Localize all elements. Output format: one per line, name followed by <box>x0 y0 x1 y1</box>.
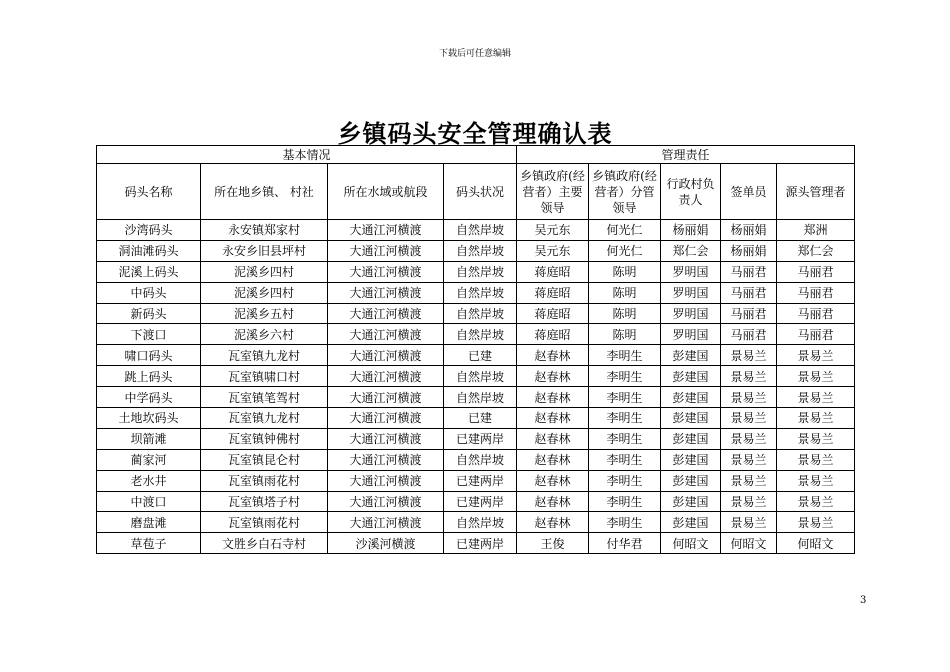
status-cell: 已建两岸 <box>444 470 517 491</box>
status-cell: 自然岸坡 <box>444 512 517 533</box>
status-cell: 自然岸坡 <box>444 282 517 303</box>
waterway-cell: 沙溪河横渡 <box>328 533 444 554</box>
township-village-cell: 瓦室镇啸口村 <box>201 366 328 387</box>
wharf-name-cell: 中渡口 <box>97 491 201 512</box>
column-source-manager: 源头管理者 <box>777 164 855 220</box>
main-leader-cell: 蒋庭昭 <box>517 303 589 324</box>
wharf-name-cell: 草苞子 <box>97 533 201 554</box>
main-leader-cell: 吴元东 <box>517 220 589 241</box>
signer-cell: 景易兰 <box>721 449 777 470</box>
deputy-leader-cell: 陈明 <box>589 324 661 345</box>
main-leader-cell: 赵春林 <box>517 345 589 366</box>
deputy-leader-cell: 李明生 <box>589 428 661 449</box>
status-cell: 自然岸坡 <box>444 303 517 324</box>
section-header-row <box>97 146 855 164</box>
column-wharf-name: 码头名称 <box>97 164 201 220</box>
table-row <box>97 512 855 533</box>
main-leader-cell: 赵春林 <box>517 470 589 491</box>
table-row <box>97 345 855 366</box>
source-manager-cell: 景易兰 <box>777 449 855 470</box>
wharf-name-cell: 磨盘滩 <box>97 512 201 533</box>
waterway-cell: 大通江河横渡 <box>328 345 444 366</box>
signer-cell: 杨丽娟 <box>721 220 777 241</box>
waterway-cell: 大通江河横渡 <box>328 220 444 241</box>
deputy-leader-cell: 李明生 <box>589 387 661 408</box>
signer-cell: 景易兰 <box>721 345 777 366</box>
source-manager-cell: 景易兰 <box>777 428 855 449</box>
township-village-cell: 瓦室镇九龙村 <box>201 408 328 429</box>
source-manager-cell: 何昭文 <box>777 533 855 554</box>
table-row <box>97 387 855 408</box>
township-village-cell: 瓦室镇笔驾村 <box>201 387 328 408</box>
table-row <box>97 449 855 470</box>
deputy-leader-cell: 陈明 <box>589 303 661 324</box>
status-cell: 自然岸坡 <box>444 240 517 261</box>
village-head-cell: 彭建国 <box>661 408 721 429</box>
status-cell: 已建两岸 <box>444 428 517 449</box>
main-leader-cell: 蒋庭昭 <box>517 261 589 282</box>
signer-cell: 马丽君 <box>721 261 777 282</box>
village-head-cell: 彭建国 <box>661 512 721 533</box>
township-village-cell: 泥溪乡四村 <box>201 282 328 303</box>
village-head-cell: 彭建国 <box>661 387 721 408</box>
village-head-cell: 彭建国 <box>661 449 721 470</box>
main-leader-cell: 赵春林 <box>517 512 589 533</box>
source-manager-cell: 郑洲 <box>777 220 855 241</box>
township-village-cell: 瓦室镇雨花村 <box>201 512 328 533</box>
signer-cell: 景易兰 <box>721 428 777 449</box>
signer-cell: 马丽君 <box>721 303 777 324</box>
village-head-cell: 彭建国 <box>661 491 721 512</box>
status-cell: 自然岸坡 <box>444 387 517 408</box>
township-village-cell: 永安镇郑家村 <box>201 220 328 241</box>
status-cell: 已建两岸 <box>444 533 517 554</box>
table-row <box>97 408 855 429</box>
waterway-cell: 大通江河横渡 <box>328 282 444 303</box>
main-leader-cell: 赵春林 <box>517 366 589 387</box>
table-row <box>97 240 855 261</box>
waterway-cell: 大通江河横渡 <box>328 512 444 533</box>
status-cell: 已建 <box>444 345 517 366</box>
township-village-cell: 泥溪乡五村 <box>201 303 328 324</box>
signer-cell: 景易兰 <box>721 470 777 491</box>
wharf-name-cell: 新码头 <box>97 303 201 324</box>
township-village-cell: 瓦室镇九龙村 <box>201 345 328 366</box>
signer-cell: 景易兰 <box>721 387 777 408</box>
document-title: 乡镇码头安全管理确认表 <box>337 119 613 148</box>
deputy-leader-cell: 陈明 <box>589 261 661 282</box>
deputy-leader-cell: 李明生 <box>589 512 661 533</box>
status-cell: 已建 <box>444 408 517 429</box>
main-leader-cell: 赵春林 <box>517 428 589 449</box>
main-leader-cell: 王俊 <box>517 533 589 554</box>
deputy-leader-cell: 何光仁 <box>589 240 661 261</box>
township-village-cell: 瓦室镇钟佛村 <box>201 428 328 449</box>
header-note: 下载后可任意编辑 <box>438 49 511 59</box>
township-village-cell: 瓦室镇塔子村 <box>201 491 328 512</box>
deputy-leader-cell: 何光仁 <box>589 220 661 241</box>
deputy-leader-cell: 付华君 <box>589 533 661 554</box>
signer-cell: 景易兰 <box>721 512 777 533</box>
village-head-cell: 何昭文 <box>661 533 721 554</box>
deputy-leader-cell: 李明生 <box>589 449 661 470</box>
wharf-name-cell: 沙湾码头 <box>97 220 201 241</box>
waterway-cell: 大通江河横渡 <box>328 470 444 491</box>
source-manager-cell: 景易兰 <box>777 491 855 512</box>
column-wharf-status: 码头状况 <box>444 164 517 220</box>
signer-cell: 景易兰 <box>721 408 777 429</box>
township-village-cell: 泥溪乡四村 <box>201 261 328 282</box>
column-signer: 签单员 <box>721 164 777 220</box>
wharf-name-cell: 跳上码头 <box>97 366 201 387</box>
status-cell: 自然岸坡 <box>444 366 517 387</box>
township-village-cell: 永安乡旧县坪村 <box>201 240 328 261</box>
column-waterway: 所在水域或航段 <box>328 164 444 220</box>
table-row <box>97 428 855 449</box>
wharf-name-cell: 啸口码头 <box>97 345 201 366</box>
deputy-leader-cell: 李明生 <box>589 491 661 512</box>
column-main-leader: 乡镇政府(经营者）主要领导 <box>517 164 589 220</box>
table-row <box>97 470 855 491</box>
village-head-cell: 罗明国 <box>661 261 721 282</box>
main-leader-cell: 赵春林 <box>517 491 589 512</box>
page-number: 3 <box>860 595 867 606</box>
deputy-leader-cell: 李明生 <box>589 366 661 387</box>
section-management-responsibility: 管理责任 <box>517 146 855 164</box>
township-village-cell: 瓦室镇昆仑村 <box>201 449 328 470</box>
column-header-row <box>97 164 855 220</box>
village-head-cell: 彭建国 <box>661 345 721 366</box>
village-head-cell: 彭建国 <box>661 428 721 449</box>
wharf-name-cell: 中学码头 <box>97 387 201 408</box>
status-cell: 已建两岸 <box>444 491 517 512</box>
village-head-cell: 彭建国 <box>661 366 721 387</box>
source-manager-cell: 马丽君 <box>777 324 855 345</box>
signer-cell: 马丽君 <box>721 324 777 345</box>
source-manager-cell: 景易兰 <box>777 345 855 366</box>
village-head-cell: 杨丽娟 <box>661 220 721 241</box>
deputy-leader-cell: 李明生 <box>589 345 661 366</box>
source-manager-cell: 景易兰 <box>777 512 855 533</box>
status-cell: 自然岸坡 <box>444 261 517 282</box>
signer-cell: 何昭文 <box>721 533 777 554</box>
main-leader-cell: 赵春林 <box>517 408 589 429</box>
signer-cell: 杨丽娟 <box>721 240 777 261</box>
source-manager-cell: 马丽君 <box>777 282 855 303</box>
waterway-cell: 大通江河横渡 <box>328 408 444 429</box>
status-cell: 自然岸坡 <box>444 449 517 470</box>
main-leader-cell: 蒋庭昭 <box>517 282 589 303</box>
waterway-cell: 大通江河横渡 <box>328 491 444 512</box>
waterway-cell: 大通江河横渡 <box>328 428 444 449</box>
main-leader-cell: 吴元东 <box>517 240 589 261</box>
table-body <box>97 220 855 554</box>
status-cell: 自然岸坡 <box>444 220 517 241</box>
wharf-name-cell: 老水井 <box>97 470 201 491</box>
village-head-cell: 罗明国 <box>661 324 721 345</box>
waterway-cell: 大通江河横渡 <box>328 324 444 345</box>
column-deputy-leader: 乡镇政府(经营者）分管领导 <box>589 164 661 220</box>
column-township-village: 所在地乡镇、 村社 <box>201 164 328 220</box>
source-manager-cell: 马丽君 <box>777 261 855 282</box>
wharf-name-cell: 泥溪上码头 <box>97 261 201 282</box>
table-row <box>97 282 855 303</box>
table-row <box>97 261 855 282</box>
waterway-cell: 大通江河横渡 <box>328 303 444 324</box>
village-head-cell: 彭建国 <box>661 470 721 491</box>
wharf-name-cell: 土地坎码头 <box>97 408 201 429</box>
table-row <box>97 533 855 554</box>
source-manager-cell: 郑仁会 <box>777 240 855 261</box>
table-row <box>97 324 855 345</box>
source-manager-cell: 景易兰 <box>777 387 855 408</box>
wharf-name-cell: 坝箭滩 <box>97 428 201 449</box>
village-head-cell: 郑仁会 <box>661 240 721 261</box>
waterway-cell: 大通江河横渡 <box>328 449 444 470</box>
table-row <box>97 220 855 241</box>
signer-cell: 景易兰 <box>721 491 777 512</box>
source-manager-cell: 景易兰 <box>777 366 855 387</box>
table-row <box>97 366 855 387</box>
signer-cell: 景易兰 <box>721 366 777 387</box>
status-cell: 自然岸坡 <box>444 324 517 345</box>
section-basic-info: 基本情况 <box>97 146 517 164</box>
source-manager-cell: 马丽君 <box>777 303 855 324</box>
township-village-cell: 泥溪乡六村 <box>201 324 328 345</box>
main-leader-cell: 赵春林 <box>517 449 589 470</box>
table-row <box>97 303 855 324</box>
wharf-name-cell: 下渡口 <box>97 324 201 345</box>
waterway-cell: 大通江河横渡 <box>328 240 444 261</box>
source-manager-cell: 景易兰 <box>777 408 855 429</box>
waterway-cell: 大通江河横渡 <box>328 261 444 282</box>
township-village-cell: 文胜乡白石寺村 <box>201 533 328 554</box>
column-village-head: 行政村负责人 <box>661 164 721 220</box>
township-village-cell: 瓦室镇雨花村 <box>201 470 328 491</box>
source-manager-cell: 景易兰 <box>777 470 855 491</box>
deputy-leader-cell: 陈明 <box>589 282 661 303</box>
village-head-cell: 罗明国 <box>661 282 721 303</box>
deputy-leader-cell: 李明生 <box>589 470 661 491</box>
deputy-leader-cell: 李明生 <box>589 408 661 429</box>
wharf-safety-table <box>96 145 855 554</box>
table-row <box>97 491 855 512</box>
main-leader-cell: 赵春林 <box>517 387 589 408</box>
main-leader-cell: 蒋庭昭 <box>517 324 589 345</box>
village-head-cell: 罗明国 <box>661 303 721 324</box>
waterway-cell: 大通江河横渡 <box>328 387 444 408</box>
wharf-name-cell: 蔺家河 <box>97 449 201 470</box>
wharf-name-cell: 中码头 <box>97 282 201 303</box>
waterway-cell: 大通江河横渡 <box>328 366 444 387</box>
wharf-name-cell: 洞油滩码头 <box>97 240 201 261</box>
signer-cell: 马丽君 <box>721 282 777 303</box>
